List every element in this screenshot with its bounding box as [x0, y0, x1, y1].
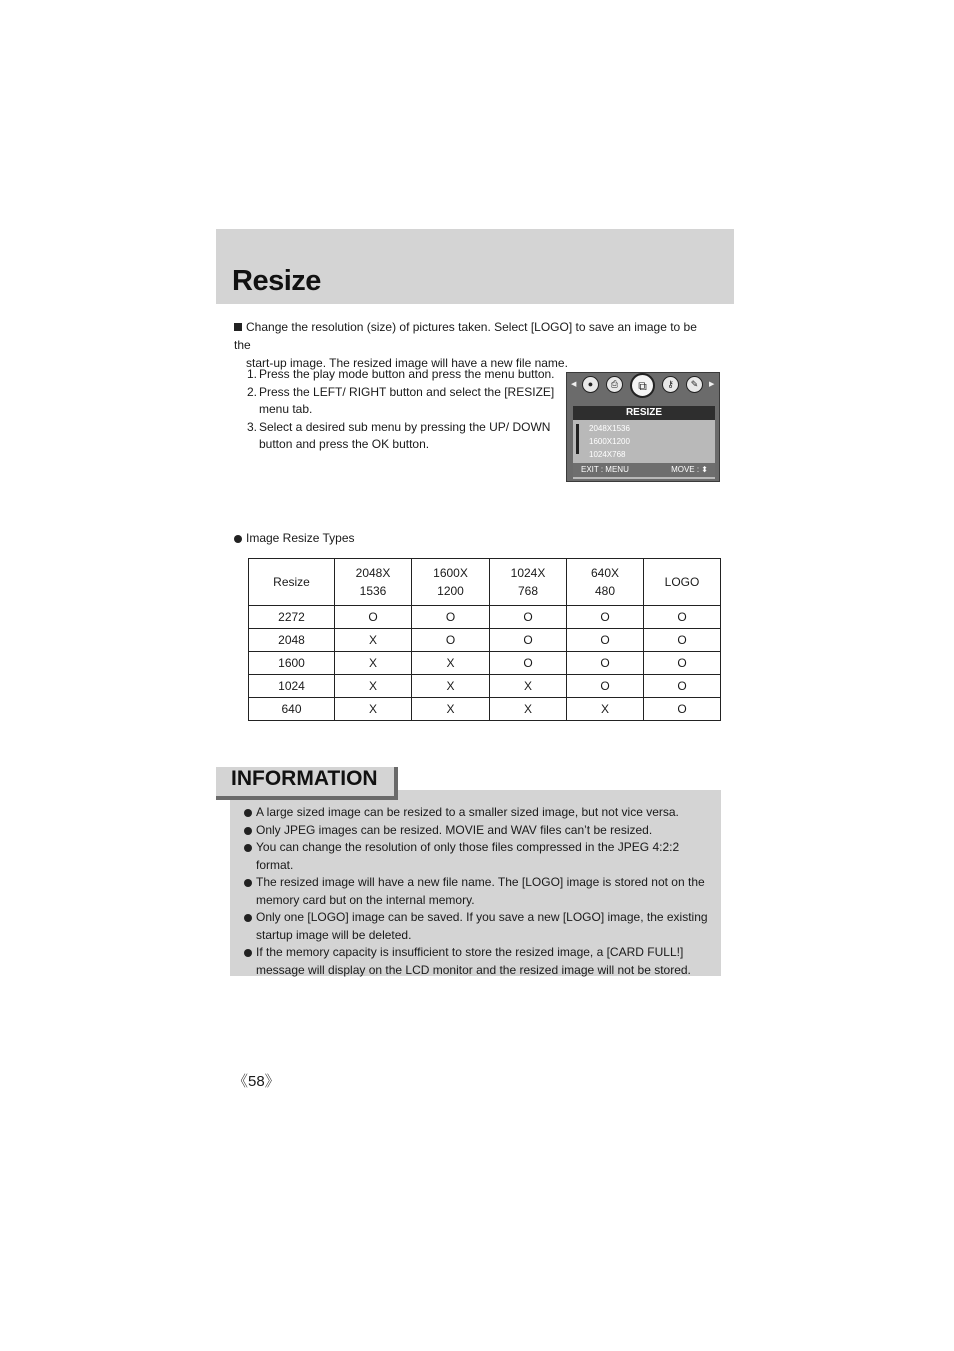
table-cell: O: [644, 629, 721, 652]
table-cell: O: [490, 652, 567, 675]
information-title: INFORMATION: [231, 767, 378, 790]
table-cell: X: [335, 675, 412, 698]
lcd-option: 2048X1536: [589, 424, 630, 433]
table-cell: O: [490, 629, 567, 652]
table-cell: O: [644, 675, 721, 698]
step-text: Select a desired sub menu by pressing the UP/ DOWN: [259, 419, 551, 434]
step-2: [247, 384, 557, 419]
step-number: 3.: [247, 419, 258, 434]
list-item: [244, 839, 714, 874]
intro-line-1: Change the resolution (size) of pictures taken. Select [LOGO] to save an image to be the: [234, 320, 697, 352]
table-cell: O: [490, 606, 567, 629]
round-bullet-icon: [244, 827, 252, 835]
table-header-cell: Resize: [249, 559, 335, 606]
table-cell: O: [567, 606, 644, 629]
lcd-option: 1600X1200: [589, 437, 630, 446]
information-title-box: [216, 767, 398, 800]
step-text: button and press the OK button.: [259, 437, 430, 451]
table-header-cell: 1024X 768: [490, 559, 567, 606]
intro-paragraph: [234, 318, 714, 372]
round-bullet-icon: [244, 914, 252, 922]
list-item-text: Only JPEG images can be resized. MOVIE and WAV files can’t be resized.: [256, 822, 653, 837]
list-item: [244, 909, 714, 944]
table-cell: O: [335, 606, 412, 629]
list-item-text: Only one [LOGO] image can be saved. If you save a new [LOGO] image, the existing: [256, 910, 708, 924]
lcd-exit-hint: EXIT : MENU: [581, 465, 629, 474]
list-item-text: A large sized image can be resized to a smaller sized image, but not vice versa.: [256, 805, 679, 819]
table-cell: X: [412, 698, 490, 721]
lcd-menu-screenshot: [566, 372, 720, 482]
table-header-cell: 640X 480: [567, 559, 644, 606]
list-item-text: startup image will be deleted.: [256, 927, 412, 942]
step-1: [247, 366, 557, 384]
table-cell: O: [567, 652, 644, 675]
list-item-text: memory card but on the internal memory.: [256, 892, 475, 907]
table-cell: O: [567, 629, 644, 652]
table-cell: 1600: [249, 652, 335, 675]
resize-tab-icon: ⧉: [630, 373, 655, 398]
table-row: [249, 606, 721, 629]
left-arrow-icon: ◀: [571, 381, 577, 388]
round-bullet-icon: [244, 809, 252, 817]
lcd-menu-tabs: [567, 373, 719, 405]
table-cell: O: [644, 652, 721, 675]
table-row: [249, 629, 721, 652]
step-3: [247, 419, 557, 454]
lcd-options-panel: [573, 420, 715, 479]
table-cell: O: [412, 629, 490, 652]
lcd-footer: [573, 463, 715, 477]
table-cell: X: [335, 652, 412, 675]
print-tab-icon: ⎙: [606, 376, 623, 393]
page-title: Resize: [232, 265, 321, 297]
table-cell: O: [412, 606, 490, 629]
table-cell: 1024: [249, 675, 335, 698]
resize-types-table: [248, 558, 721, 721]
table-header-cell: LOGO: [644, 559, 721, 606]
lcd-options: [589, 422, 630, 461]
steps-list: [247, 366, 557, 454]
list-item-text: The resized image will have a new file name. The [LOGO] image is stored not on the: [256, 875, 705, 889]
delete-tab-icon: ✎: [686, 376, 703, 393]
step-text: Press the play mode button and press the menu button.: [259, 367, 555, 381]
table-header-row: [249, 559, 721, 606]
protect-tab-icon: ⚷: [662, 376, 679, 393]
table-cell: X: [490, 698, 567, 721]
lcd-option: 1024X768: [589, 450, 626, 459]
list-item-text: You can change the resolution of only those files compressed in the JPEG 4:2:2 format.: [256, 840, 680, 872]
table-header-cell: 1600X 1200: [412, 559, 490, 606]
step-number: 2.: [247, 384, 258, 399]
round-bullet-icon: [234, 535, 242, 543]
table-cell: O: [567, 675, 644, 698]
list-item: [244, 944, 714, 979]
table-row: [249, 675, 721, 698]
step-number: 1.: [247, 367, 258, 381]
list-item-text: message will display on the LCD monitor and the resized image will not be stored.: [256, 962, 691, 977]
resize-types-text: Image Resize Types: [246, 531, 355, 545]
table-cell: O: [644, 606, 721, 629]
intro-line-2: start-up image. The resized image will have a new file name.: [246, 356, 568, 370]
table-cell: X: [412, 652, 490, 675]
slideshow-tab-icon: ●: [582, 376, 599, 393]
lcd-scrollbar: [576, 424, 579, 454]
list-item: [244, 874, 714, 909]
title-band: [216, 229, 734, 304]
table-cell: X: [567, 698, 644, 721]
table-header-cell: 2048X 1536: [335, 559, 412, 606]
table-cell: 2272: [249, 606, 335, 629]
table-row: [249, 698, 721, 721]
round-bullet-icon: [244, 949, 252, 957]
list-item: [244, 804, 714, 822]
round-bullet-icon: [244, 879, 252, 887]
lcd-move-hint: MOVE : ⬍: [671, 465, 708, 474]
table-cell: X: [335, 629, 412, 652]
list-item: [244, 822, 714, 840]
table-cell: X: [335, 698, 412, 721]
step-text: Press the LEFT/ RIGHT button and select the [RESIZE]: [259, 384, 555, 399]
resize-types-label: [234, 531, 355, 545]
table-row: [249, 652, 721, 675]
list-item-text: If the memory capacity is insufficient to store the resized image, a [CARD FULL!]: [256, 945, 684, 959]
lcd-menu-header: RESIZE: [573, 406, 715, 420]
page-number: 《58》: [233, 1073, 280, 1090]
table-cell: O: [644, 698, 721, 721]
table-cell: 2048: [249, 629, 335, 652]
step-text: menu tab.: [259, 402, 313, 416]
information-list: [244, 804, 714, 979]
square-bullet-icon: [234, 323, 242, 331]
table-cell: 640: [249, 698, 335, 721]
table-cell: X: [412, 675, 490, 698]
right-arrow-icon: ▶: [709, 381, 715, 388]
round-bullet-icon: [244, 844, 252, 852]
table-cell: X: [490, 675, 567, 698]
